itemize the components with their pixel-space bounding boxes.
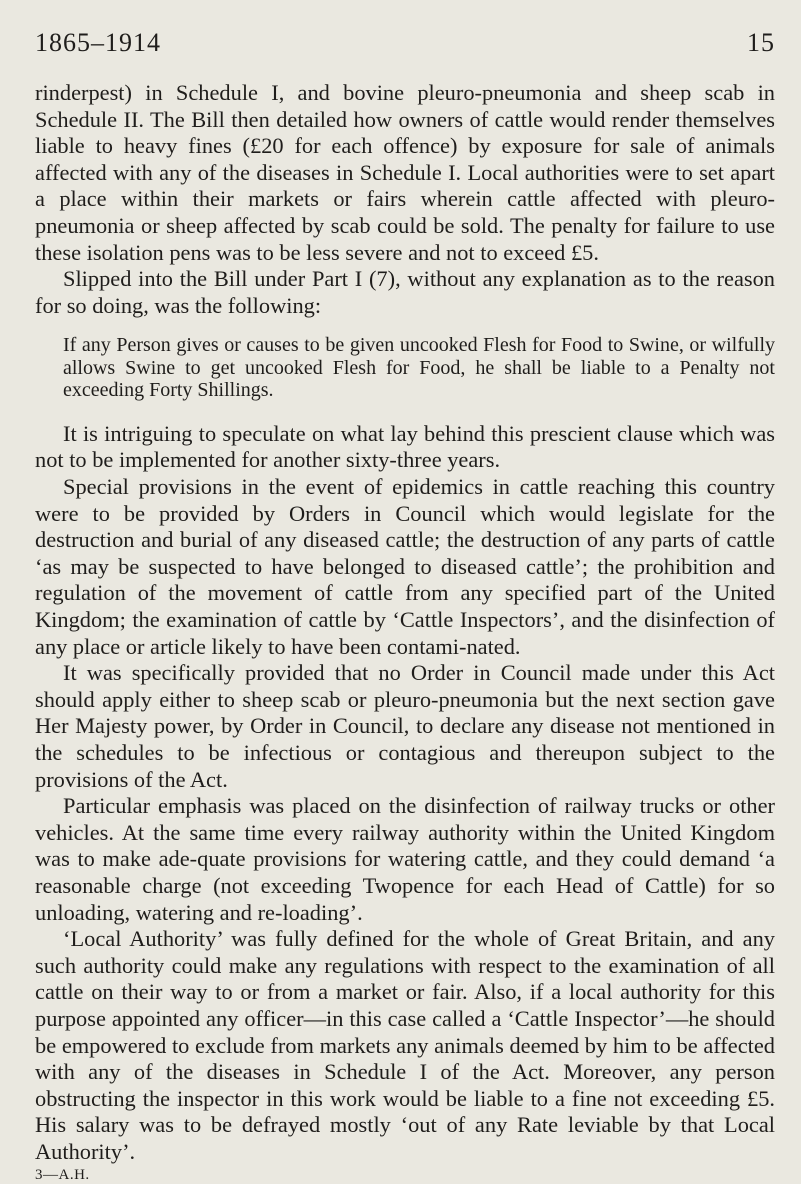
- page-number: 15: [747, 28, 775, 57]
- paragraph-6: Particular emphasis was placed on the disinfection of railway trucks or other vehicles. At the same time every railway authority within the United Kingdom was to make ade-quate provisions for watering cattle, and they could demand ‘a reasonable charge (not exceeding Twopence for each Head of Cattle) for so unloading, watering and re-loading’.: [35, 793, 775, 925]
- signature-mark: 3—A.H.: [35, 1167, 90, 1184]
- paragraph-2: Slipped into the Bill under Part I (7), without any explanation as to the reason for so doing, was the following:: [35, 266, 775, 318]
- paragraph-5: It was specifically provided that no Order in Council made under this Act should apply either to sheep scab or pleuro-pneumonia but the next section gave Her Majesty power, by Order in Council, to declare any disease not mentioned in the schedules to be infectious or contagious and thereupon subject to the provisions of the Act.: [35, 660, 775, 792]
- paragraph-4: Special provisions in the event of epidemics in cattle reaching this country were to be provided by Orders in Council which would legislate for the destruction and burial of any diseased cattle; the destruction of any parts of cattle ‘as may be suspected to have belonged to diseased cattle’; the prohibition and regulation of the movement of cattle from any specified part of the United Kingdom; the examination of cattle by ‘Cattle Inspectors’, and the disinfection of any place or article likely to have been contami-nated.: [35, 474, 775, 659]
- running-header: [35, 28, 775, 80]
- header-year-range: 1865–1914: [35, 28, 161, 57]
- book-page: [35, 28, 775, 1184]
- block-quote: If any Person gives or causes to be given uncooked Flesh for Food to Swine, or wilfully allows Swine to get uncooked Flesh for Food, he shall be liable to a Penalty not exceeding Forty Shillings.: [63, 334, 775, 402]
- paragraph-7: ‘Local Authority’ was fully defined for the whole of Great Britain, and any such authority could make any regulations with respect to the examination of all cattle on their way to or from a market or fair. Also, if a local authority for this purpose appointed any officer—in this case called a ‘Cattle Inspector’—he should be empowered to exclude from markets any animals deemed by him to be affected with any of the diseases in Schedule I of the Act. Moreover, any person obstructing the inspector in this work would be liable to a fine not exceeding £5. His salary was to be defrayed mostly ‘out of any Rate leviable by that Local Authority’.: [35, 926, 775, 1164]
- paragraph-1: rinderpest) in Schedule I, and bovine pleuro-pneumonia and sheep scab in Schedule II. The Bill then detailed how owners of cattle would render themselves liable to heavy fines (£20 for each offence) by exposure for sale of animals affected with any of the diseases in Schedule I. Local authorities were to set apart a place within their markets or fairs wherein cattle affected with pleuro-pneumonia or sheep affected by scab could be sold. The penalty for failure to use these isolation pens was to be less severe and not to exceed £5.: [35, 80, 775, 265]
- paragraph-3: It is intriguing to speculate on what lay behind this prescient clause which was not to be implemented for another sixty-three years.: [35, 420, 775, 473]
